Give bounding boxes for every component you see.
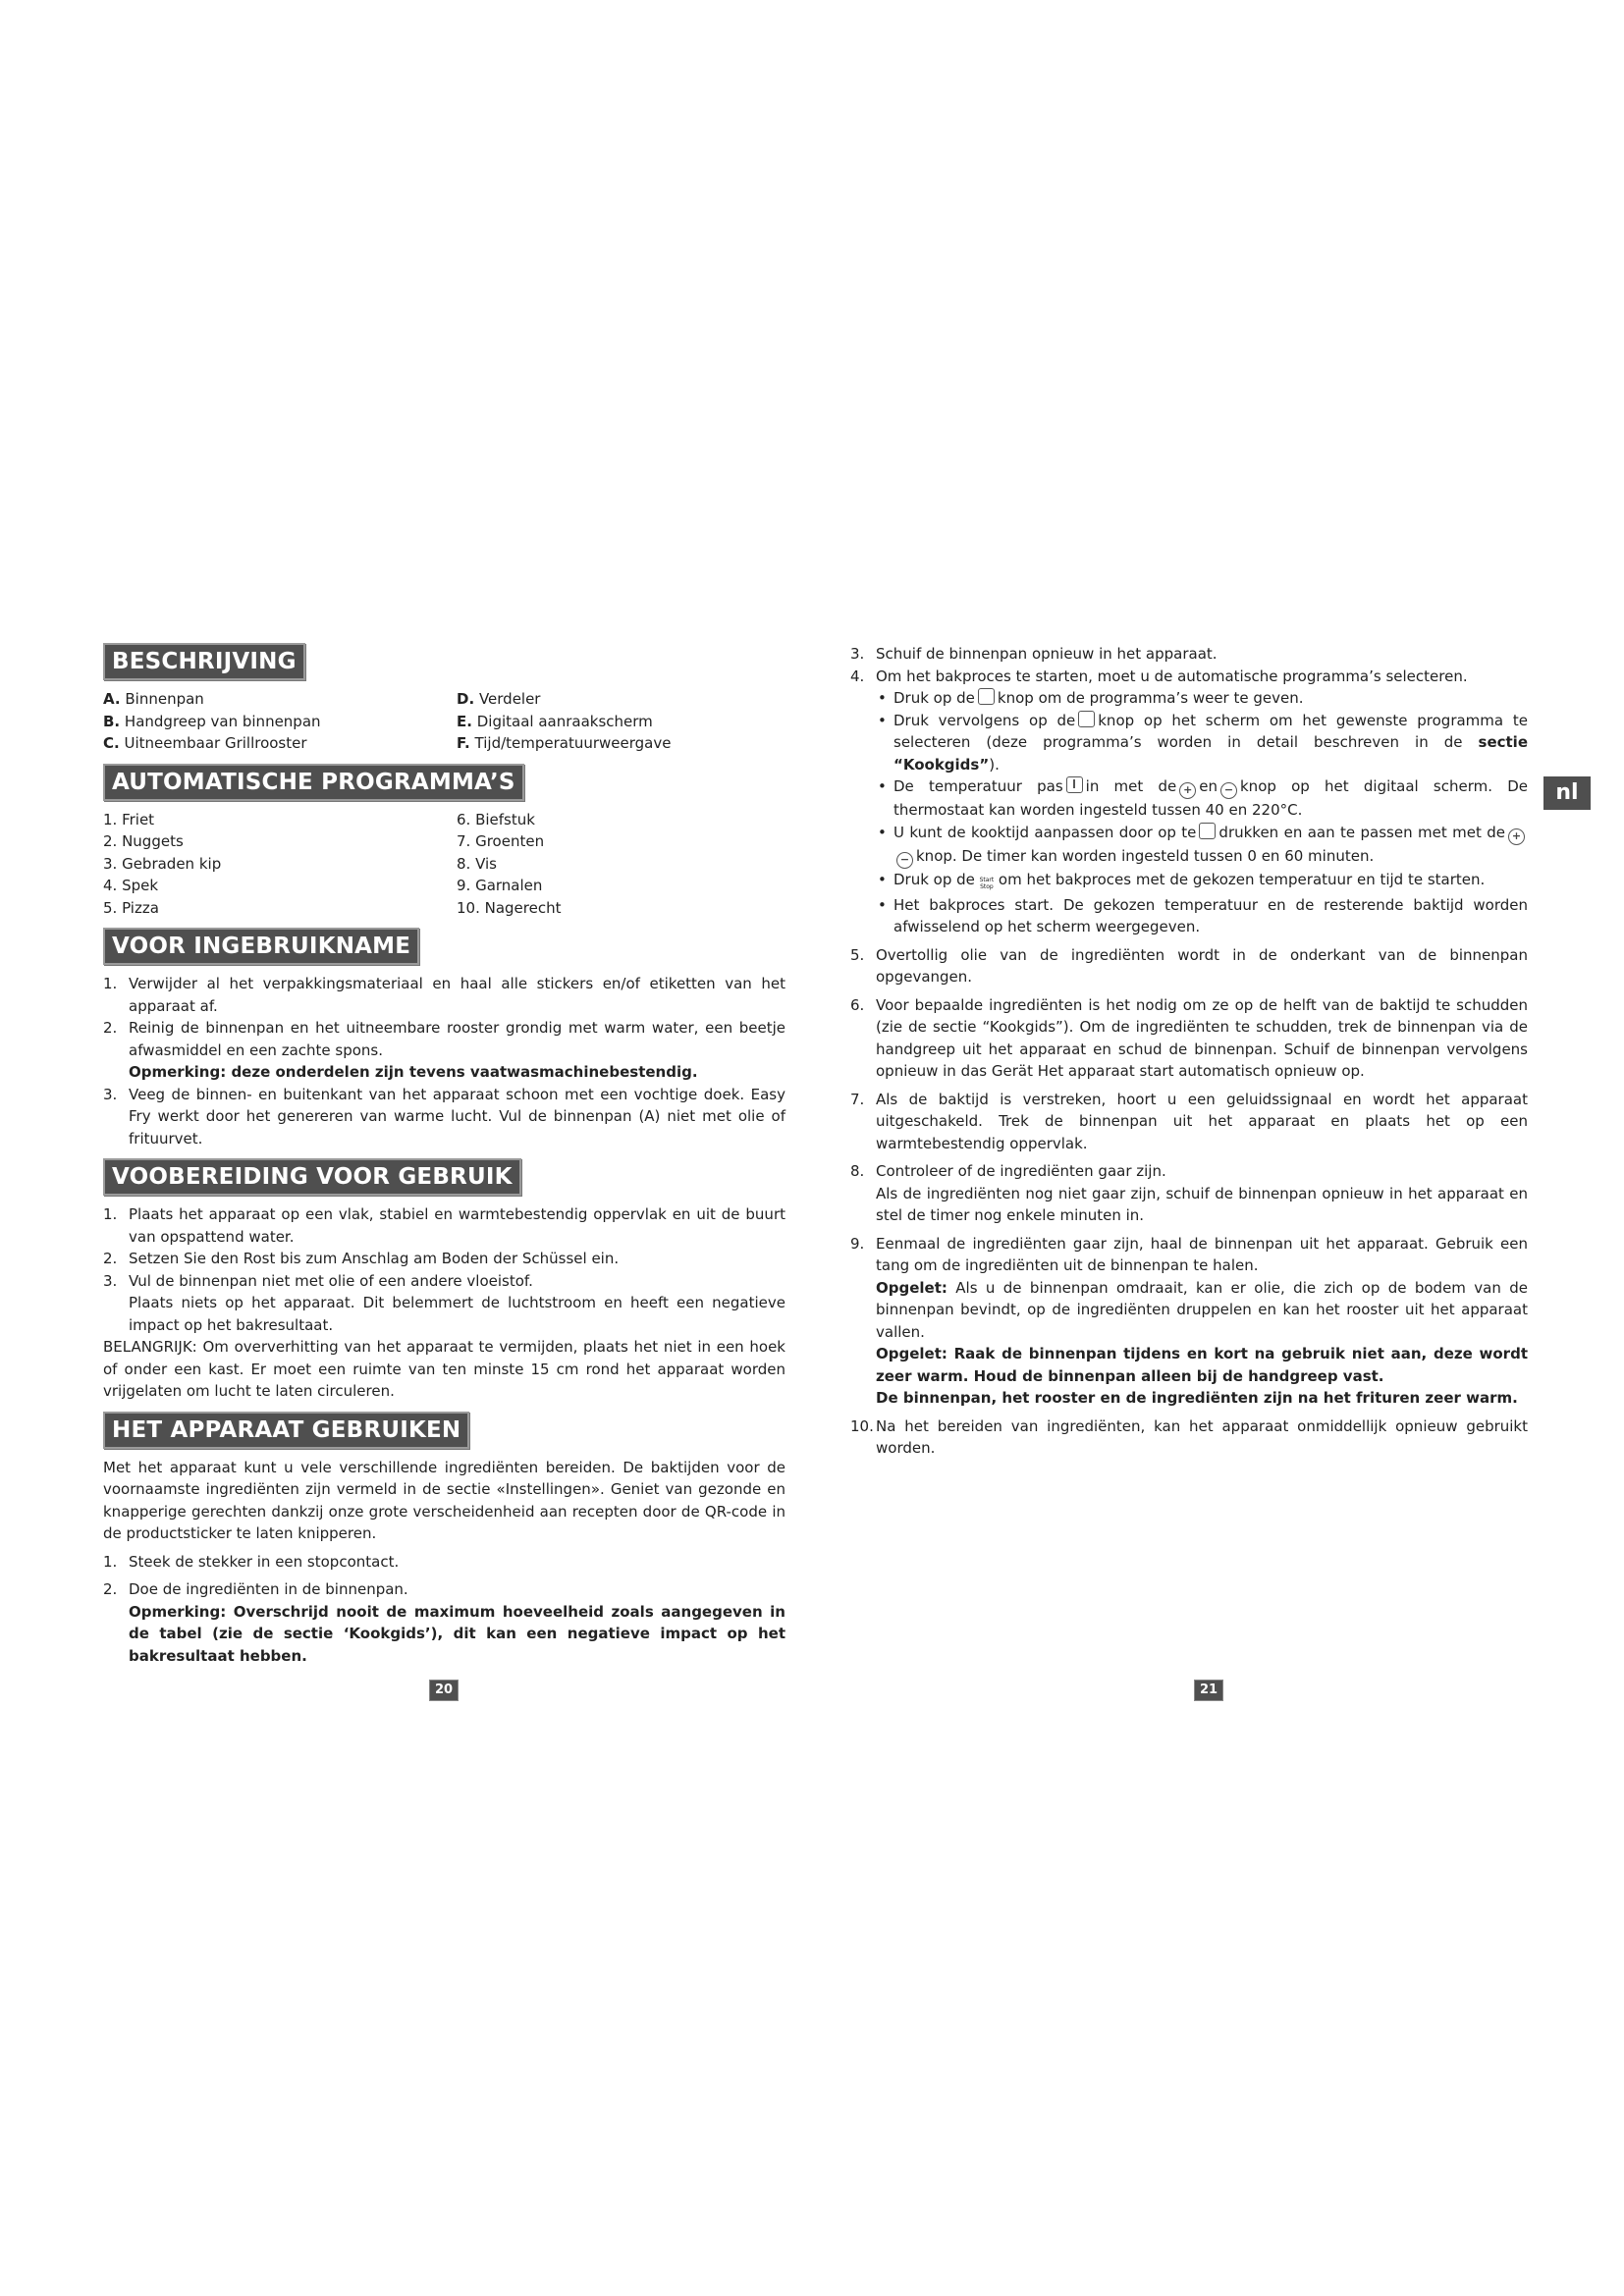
- part-item: C. Uitneembaar Grillrooster: [103, 734, 307, 752]
- left-page-column: [103, 643, 785, 1667]
- bullet-item: • U kunt de kooktijd aanpassen door op te drukken en aan te passen met met de +− knop. De timer kan worden ingesteld tussen 0 en 60 minuten.: [876, 822, 1528, 869]
- part-item: F. Tijd/temperatuurweergave: [457, 734, 672, 752]
- list-item: 2. Setzen Sie den Rost bis zum Anschlag am Boden der Schüssel ein.: [103, 1250, 620, 1267]
- important-note: BELANGRIJK: Om oververhitting van het apparaat te vermijden, plaats het niet in een hoek of onder een kast. Er moet een ruimte van ten minste 15 cm rond het apparaat worden vrijgelaten om lucht te laten circuleren.: [103, 1338, 785, 1400]
- list-item: 7. Als de baktijd is verstreken, hoort u een geluidssignaal en wordt het apparaat uitgeschakeld. Trek de binnenpan uit het apparaat en plaats het op een warmtebestendig oppervlak.: [850, 1090, 1528, 1152]
- parts-list: [103, 688, 785, 755]
- program-item: 4. Spek: [103, 877, 159, 894]
- intro-paragraph: Met het apparaat kunt u vele verschillende ingrediënten bereiden. De baktijden voor de voornaamste ingrediënten zijn vermeld in de sectie «Instellingen». Geniet van gezonde en knapperige gerechten dankzij onze grote verscheidenheid aan recepten door de QR-code in de productsticker te laten knipperen.: [103, 1458, 785, 1542]
- list-item: 1. Plaats het apparaat op een vlak, stabiel en warmtebestendig oppervlak en uit de buurt van opspattend water.: [103, 1205, 785, 1246]
- minus-icon: −: [1220, 782, 1237, 799]
- plus-icon: +: [1179, 782, 1196, 799]
- section-heading-gebruiken: HET APPARAAT GEBRUIKEN: [103, 1412, 469, 1449]
- note: Opmerking: deze onderdelen zijn tevens vaatwasmachinebestendig.: [129, 1063, 698, 1081]
- program-item: 2. Nuggets: [103, 832, 184, 850]
- list-item: 4. Om het bakproces te starten, moet u de automatische programma’s selecteren.: [850, 667, 1468, 685]
- program-item: 1. Friet: [103, 810, 155, 828]
- part-item: B. Handgreep van binnenpan: [103, 712, 321, 730]
- list-item: Plaats niets op het apparaat. Dit belemmert de luchtstroom en heeft een negatieve impact op het bakresultaat.: [129, 1294, 785, 1334]
- section-heading-voorbereiding: VOOBEREIDING VOOR GEBRUIK: [103, 1158, 521, 1196]
- program-item: 5. Pizza: [103, 898, 159, 917]
- plus-icon: +: [1508, 828, 1525, 845]
- program-item: 8. Vis: [457, 854, 497, 873]
- bullet-item: • De temperatuur pas in met de + en − knop op het digitaal scherm. De thermostaat kan worden ingesteld tussen 40 en 220°C.: [876, 775, 1528, 822]
- program-item: 6. Biefstuk: [457, 810, 535, 828]
- list-item: 3. Veeg de binnen- en buitenkant van het apparaat schoon met een vochtige doek. Easy Fry werkt door het genereren van warme lucht. Vul de binnenpan (A) niet met olie of frituurvet.: [103, 1085, 785, 1148]
- list-item: 3. Vul de binnenpan niet met olie of een andere vloeistof.: [103, 1271, 533, 1290]
- program-item: 9. Garnalen: [457, 877, 543, 894]
- thermometer-icon: [1066, 776, 1083, 793]
- list-item: 8. Controleer of de ingrediënten gaar zijn.: [850, 1162, 1166, 1180]
- caution-note: Opgelet: Als u de binnenpan omdraait, kan er olie, die zich op de bodem van de binnenpan bevindt, op de ingrediënten druppelen en kan het rooster uit het apparaat vallen.: [876, 1278, 1528, 1341]
- page-number-right: 21: [1194, 1680, 1223, 1701]
- bullet-item: • Druk op de Start Stop om het bakproces met de gekozen temperatuur en tijd te starten.: [876, 869, 1528, 894]
- program-item: 3. Gebraden kip: [103, 854, 222, 873]
- start-stop-icon: Start Stop: [979, 876, 995, 890]
- list-item-continued: Als de ingrediënten nog niet gaar zijn, schuif de binnenpan opnieuw in het apparaat en stel de timer nog enkele minuten in.: [876, 1184, 1528, 1224]
- list-item: 1. Verwijder al het verpakkingsmateriaal en haal alle stickers en/of etiketten van het apparaat af.: [103, 975, 785, 1015]
- page-number-left: 20: [429, 1680, 459, 1701]
- caution-note: Opgelet: Raak de binnenpan tijdens en kort na gebruik niet aan, deze wordt zeer warm. Houd de binnenpan alleen bij de handgreep vast.: [876, 1345, 1528, 1385]
- program-item: 7. Groenten: [457, 832, 545, 850]
- right-page-column: [850, 643, 1528, 1460]
- minus-icon: −: [896, 852, 913, 869]
- part-item: D. Verdeler: [457, 690, 541, 708]
- language-tab: nl: [1543, 776, 1591, 810]
- section-heading-programmas: AUTOMATISCHE PROGRAMMA’S: [103, 764, 524, 801]
- list-item: 1. Steek de stekker in een stopcontact.: [103, 1552, 400, 1571]
- menu-icon: [978, 688, 995, 705]
- bullet-list: [850, 687, 1528, 938]
- warning-note: De binnenpan, het rooster en de ingrediënten zijn na het frituren zeer warm.: [876, 1389, 1518, 1407]
- list-item: 3. Schuif de binnenpan opnieuw in het apparaat.: [850, 645, 1218, 663]
- programs-list: [103, 809, 785, 920]
- bullet-item: • Druk op de knop om de programma’s weer te geven.: [876, 687, 1528, 710]
- menu-icon: [1078, 711, 1095, 727]
- part-item: E. Digitaal aanraakscherm: [457, 712, 653, 730]
- program-item: 10. Nagerecht: [457, 898, 562, 917]
- section-heading-beschrijving: BESCHRIJVING: [103, 643, 305, 680]
- list-item: 2. Reinig de binnenpan en het uitneembare rooster grondig met warm water, een beetje afwasmiddel en een zachte spons.: [103, 1019, 785, 1059]
- list-item: 10. Na het bereiden van ingrediënten, kan het apparaat onmiddellijk opnieuw gebruikt worden.: [850, 1416, 1528, 1457]
- note: Opmerking: Overschrijd nooit de maximum hoeveelheid zoals aangegeven in de tabel (zie de sectie ‘Kookgids’), dit kan een negatieve impact op het bakresultaat hebben.: [129, 1602, 785, 1665]
- section-heading-ingebruikname: VOOR INGEBRUIKNAME: [103, 928, 419, 965]
- list-item: 2. Doe de ingrediënten in de binnenpan.: [103, 1580, 408, 1598]
- timer-icon: [1199, 823, 1216, 839]
- bullet-item: • Het bakproces start. De gekozen temperatuur en de resterende baktijd worden afwisselend op het scherm weergegeven.: [876, 894, 1528, 938]
- bullet-item: • Druk vervolgens op de knop op het scherm om het gewenste programma te selecteren (deze programma’s worden in detail beschreven in de sectie “Kookgids”).: [876, 710, 1528, 776]
- part-item: A. Binnenpan: [103, 690, 204, 708]
- list-item: 9. Eenmaal de ingrediënten gaar zijn, haal de binnenpan uit het apparaat. Gebruik een tang om de ingrediënten uit de binnenpan te halen.: [850, 1234, 1528, 1274]
- list-item: 6. Voor bepaalde ingrediënten is het nodig om ze op de helft van de baktijd te schudden (zie de sectie “Kookgids”). Om de ingrediënten te schudden, trek de binnenpan via de handgreep uit het apparaat en schud de binnenpan. Schuif de binnenpan vervolgens opnieuw in das Gerät Het apparaat start automatisch opnieuw op.: [850, 995, 1528, 1080]
- list-item: 5. Overtollig olie van de ingrediënten wordt in de onderkant van de binnenpan opgevangen.: [850, 945, 1528, 986]
